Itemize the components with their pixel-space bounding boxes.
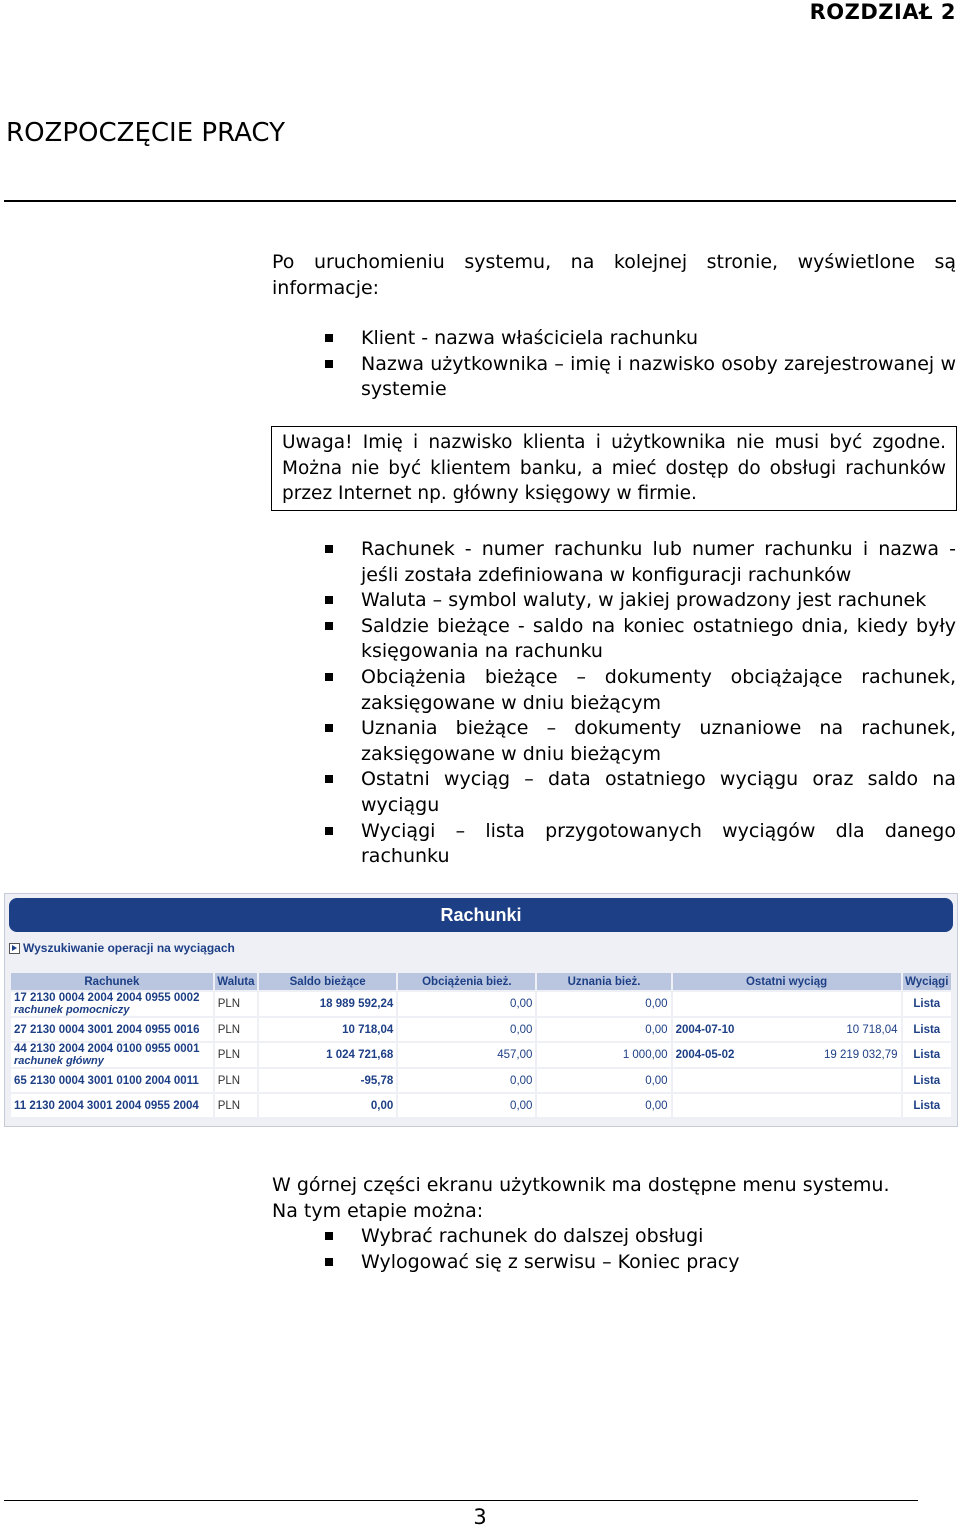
intro-line-2: informacje: xyxy=(272,276,380,299)
col-header-account[interactable]: Rachunek xyxy=(11,973,213,990)
statements-list-link[interactable]: Lista xyxy=(903,992,951,1016)
accounts-banner xyxy=(9,898,953,932)
account-name: rachunek pomocniczy xyxy=(14,1004,130,1016)
table-row[interactable] xyxy=(11,1069,951,1092)
list-item: Wybrać rachunek do dalszej obsługi xyxy=(272,1224,956,1250)
table-row[interactable] xyxy=(11,992,951,1016)
col-header-statements[interactable]: Wyciągi xyxy=(903,973,951,990)
table-row[interactable] xyxy=(11,1043,951,1067)
last-statement-cell xyxy=(673,1043,901,1067)
intro-paragraph xyxy=(272,250,956,301)
currency-cell: PLN xyxy=(215,1094,257,1117)
statement-amount: 19 219 032,79 xyxy=(823,1049,898,1061)
balance-cell: 0,00 xyxy=(259,1094,396,1117)
list-item: Nazwa użytkownika – imię i nazwisko osoby zarejestrowanej w systemie xyxy=(272,352,956,403)
banner-title: Rachunki xyxy=(440,905,522,925)
search-link-label: Wyszukiwanie operacji na wyciągach xyxy=(23,941,235,955)
statements-list-link[interactable]: Lista xyxy=(903,1043,951,1067)
list-item: Waluta – symbol waluty, w jakiej prowadzony jest rachunek xyxy=(272,588,956,614)
balance-cell: -95,78 xyxy=(259,1069,396,1092)
accounts-table xyxy=(9,971,953,1119)
square-bullet-icon xyxy=(325,775,333,783)
col-header-currency[interactable]: Waluta xyxy=(215,973,257,990)
square-bullet-icon xyxy=(325,724,333,732)
credit-cell: 0,00 xyxy=(537,1018,670,1041)
square-bullet-icon xyxy=(325,360,333,368)
last-statement-cell xyxy=(673,992,901,1016)
list-item: Ostatni wyciąg – data ostatniego wyciągu oraz saldo na wyciągu xyxy=(272,767,956,818)
last-statement-cell xyxy=(673,1069,901,1092)
debit-cell: 0,00 xyxy=(398,992,535,1016)
accounts-screenshot xyxy=(4,893,958,1127)
table-header-row xyxy=(11,973,951,990)
credit-cell: 0,00 xyxy=(537,992,670,1016)
chapter-header: ROZDZIAŁ 2 xyxy=(809,0,956,24)
debit-cell: 0,00 xyxy=(398,1069,535,1092)
square-bullet-icon xyxy=(325,545,333,553)
statements-list-link[interactable]: Lista xyxy=(903,1069,951,1092)
info-list-1 xyxy=(272,326,956,403)
col-header-balance[interactable]: Saldo bieżące xyxy=(259,973,396,990)
col-header-debits[interactable]: Obciążenia bież. xyxy=(398,973,535,990)
list-item: Uznania bieżące – dokumenty uznaniowe na rachunek, zaksięgowane w dniu bieżącym xyxy=(272,716,956,767)
balance-cell: 1 024 721,68 xyxy=(259,1043,396,1067)
credit-cell: 0,00 xyxy=(537,1094,670,1117)
outro-line-2: Na tym etapie można: xyxy=(272,1199,484,1222)
account-name: rachunek główny xyxy=(14,1055,104,1067)
currency-cell: PLN xyxy=(215,1018,257,1041)
outro-paragraph xyxy=(272,1173,956,1224)
page-number: 3 xyxy=(473,1505,487,1529)
balance-cell: 18 989 592,24 xyxy=(259,992,396,1016)
list-item: Wylogować się z serwisu – Koniec pracy xyxy=(272,1250,956,1276)
currency-cell: PLN xyxy=(215,1043,257,1067)
table-row[interactable] xyxy=(11,1094,951,1117)
options-list xyxy=(272,1224,956,1275)
square-bullet-icon xyxy=(325,1258,333,1266)
credit-cell: 0,00 xyxy=(537,1069,670,1092)
statement-date: 2004-05-02 xyxy=(675,1049,735,1061)
debit-cell: 0,00 xyxy=(398,1094,535,1117)
section-title: ROZPOCZĘCIE PRACY xyxy=(6,118,285,148)
balance-cell: 10 718,04 xyxy=(259,1018,396,1041)
debit-cell: 0,00 xyxy=(398,1018,535,1041)
account-cell[interactable]: 17 2130 0004 2004 2004 0955 0002 rachunek pomocniczy xyxy=(11,992,213,1016)
list-item: Saldzie bieżące - saldo na koniec ostatniego dnia, kiedy były księgowania na rachunku xyxy=(272,614,956,665)
list-item: Obciążenia bieżące – dokumenty obciążające rachunek, zaksięgowane w dniu bieżącym xyxy=(272,665,956,716)
statement-search-link[interactable] xyxy=(9,941,235,955)
currency-cell: PLN xyxy=(215,1069,257,1092)
account-cell[interactable]: 44 2130 2004 2004 0100 0955 0001 rachunek główny xyxy=(11,1043,213,1067)
table-row[interactable] xyxy=(11,1018,951,1041)
last-statement-cell xyxy=(673,1018,901,1041)
footer-divider xyxy=(4,1500,918,1501)
list-item: Rachunek - numer rachunku lub numer rachunku i nazwa - jeśli została zdefiniowana w konfiguracji rachunków xyxy=(272,537,956,588)
square-bullet-icon xyxy=(325,596,333,604)
statements-list-link[interactable]: Lista xyxy=(903,1094,951,1117)
note-box: Uwaga! Imię i nazwisko klienta i użytkownika nie musi być zgodne. Można nie być klientem banku, a mieć dostęp do obsługi rachunków przez Internet np. główny księgowy w firmie. xyxy=(271,426,957,511)
intro-line-1: Po uruchomieniu systemu, na kolejnej stronie, wyświetlone są xyxy=(272,251,956,273)
list-item: Klient - nazwa właściciela rachunku xyxy=(272,326,956,352)
square-bullet-icon xyxy=(325,827,333,835)
statement-amount: 10 718,04 xyxy=(846,1023,898,1036)
outro-line-1: W górnej części ekranu użytkownik ma dostępne menu systemu. xyxy=(272,1174,890,1196)
debit-cell: 457,00 xyxy=(398,1043,535,1067)
square-bullet-icon xyxy=(325,673,333,681)
account-cell[interactable]: 65 2130 0004 3001 0100 2004 0011 xyxy=(11,1069,213,1092)
last-statement-cell xyxy=(673,1094,901,1117)
credit-cell: 1 000,00 xyxy=(537,1043,670,1067)
arrow-right-icon xyxy=(9,943,20,954)
info-list-2 xyxy=(272,537,956,870)
square-bullet-icon xyxy=(325,1232,333,1240)
col-header-credits[interactable]: Uznania bież. xyxy=(537,973,670,990)
account-cell[interactable]: 27 2130 0004 3001 2004 0955 0016 xyxy=(11,1018,213,1041)
currency-cell: PLN xyxy=(215,992,257,1016)
statements-list-link[interactable]: Lista xyxy=(903,1018,951,1041)
title-divider xyxy=(4,200,956,202)
statement-date: 2004-07-10 xyxy=(675,1023,735,1036)
square-bullet-icon xyxy=(325,334,333,342)
col-header-last-statement[interactable]: Ostatni wyciąg xyxy=(673,973,901,990)
square-bullet-icon xyxy=(325,622,333,630)
list-item: Wyciągi – lista przygotowanych wyciągów dla danego rachunku xyxy=(272,819,956,870)
account-cell[interactable]: 11 2130 2004 3001 2004 0955 2004 xyxy=(11,1094,213,1117)
